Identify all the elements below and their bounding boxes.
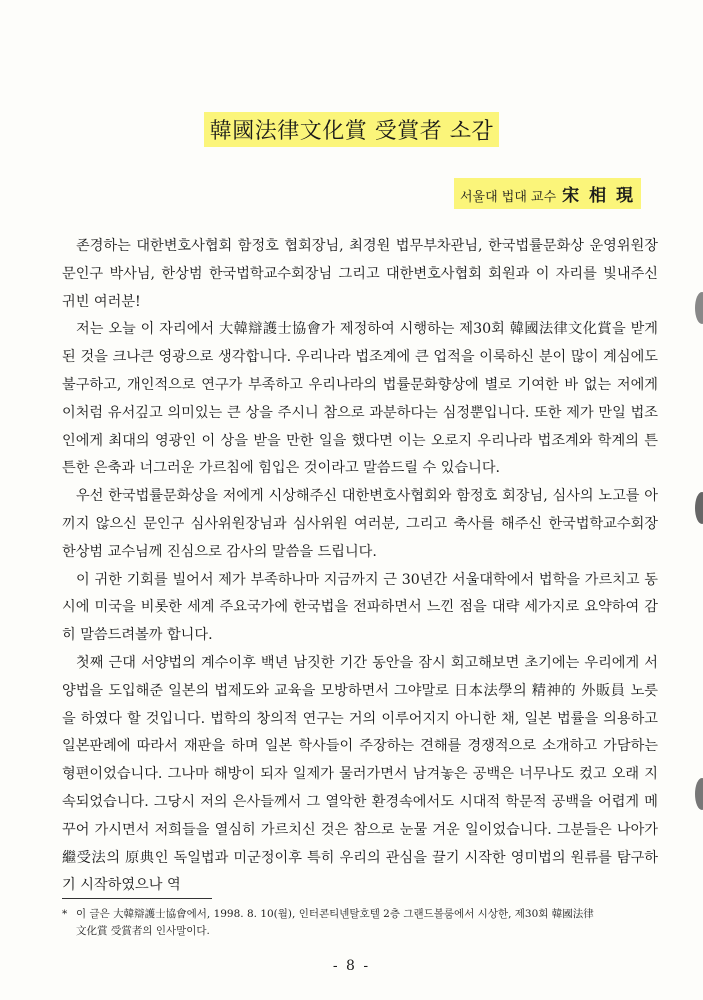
document-title: 韓國法律文化賞 受賞者 소감 [204,112,500,147]
author-affiliation: 서울대 법대 교수 [459,190,557,205]
title-block [0,112,703,147]
binder-hole [695,492,703,524]
footnote-mark: * [62,908,68,920]
paragraph: 이 귀한 기회를 빌어서 제가 부족하나마 지금까지 근 30년간 서울대학에서 법학을 가르치고 동시에 미국을 비롯한 세계 주요국가에 한국법을 전파하면서 느낀 점을 대략 세가지로 요약하여 감히 말씀드려볼까 합니다. [62,571,658,644]
binder-hole [695,778,703,810]
paragraph: 저는 오늘 이 자리에서 大韓辯護士協會가 제정하여 시행하는 제30회 韓國法律文化賞을 받게 된 것을 크나큰 영광으로 생각합니다. 우리나라 법조계에 큰 업적을 이룩하신 분이 많이 계심에도 불구하고, 개인적으로 연구가 부족하고 우리나라의 법률문화향상에 별로 기여한 바 없는 저에게 이처럼 유서깊고 의미있는 큰 상을 주시니 참으로 과분하다는 심정뿐입니다. 또한 제가 만일 법조인에게 최대의 영광인 이 상을 받을 만한 일을 했다면 이는 오로지 우리나라 법조계와 학계의 튼튼한 은축과 너그러운 가르침에 힘입은 것이라고 말씀드릴 수 있습니다. [62,321,658,477]
paragraph: 우선 한국법률문화상을 저에게 시상해주신 대한변호사협회와 함정호 회장님, 심사의 노고를 아끼지 않으신 문인구 심사위원장님과 심사위원 여러분, 그리고 축사를 해주신 한국법학교수회장 한상범 교수님께 진심으로 감사의 말씀을 드립니다. [62,488,658,560]
author-line [454,178,641,209]
binder-hole [695,292,703,324]
footnote-line: 文化賞 受賞者의 인사말이다. [76,925,210,937]
paragraph: 존경하는 대한변호사협회 함정호 협회장님, 최경원 법무부차관님, 한국법률문화상 운영위원장 문인구 박사님, 한상범 한국법학교수회장님 그리고 대한변호사협회 회원과 이 자리를 빛내주신 귀빈 여러분! [62,238,658,310]
body-text [62,233,658,900]
paragraph: 첫째 근대 서양법의 계수이후 백년 남짓한 기간 동안을 잠시 회고해보면 초기에는 우리에게 서양법을 도입해준 일본의 법제도와 교육을 모방하면서 그야말로 日本法學의 精神的 外販員 노릇을 하였다 할 것입니다. 법학의 창의적 연구는 거의 이루어지지 아니한 채, 일본 법률을 의용하고 일본판례에 따라서 재판을 하며 일본 학사들이 주장하는 견해를 경쟁적으로 소개하고 가담하는 형편이었습니다. 그나마 해방이 되자 일제가 물러가면서 남겨놓은 공백은 너무나도 컸고 오래 지속되었습니다. 그당시 저의 은사들께서 그 열악한 환경속에서도 시대적 학문적 공백을 어렵게 메꾸어 가시면서 저희들을 열심히 가르치신 것은 참으로 눈물 겨운 일이었습니다. 그분들은 나아가 繼受法의 原典인 독일법과 미군정이후 특히 우리의 관심을 끌기 시작한 영미법의 원류를 탐구하기 시작하였으나 역 [62,654,658,894]
author-name: 宋 相 現 [562,186,635,206]
footnote-divider [62,898,212,899]
footnote [62,906,662,940]
page-number: - 8 - [332,958,371,974]
footnote-line: 이 글은 大韓辯護士協會에서, 1998. 8. 10(월), 인터콘티넨탈호텔 2층 그랜드볼룸에서 시상한, 제30회 韓國法律 [76,908,594,920]
